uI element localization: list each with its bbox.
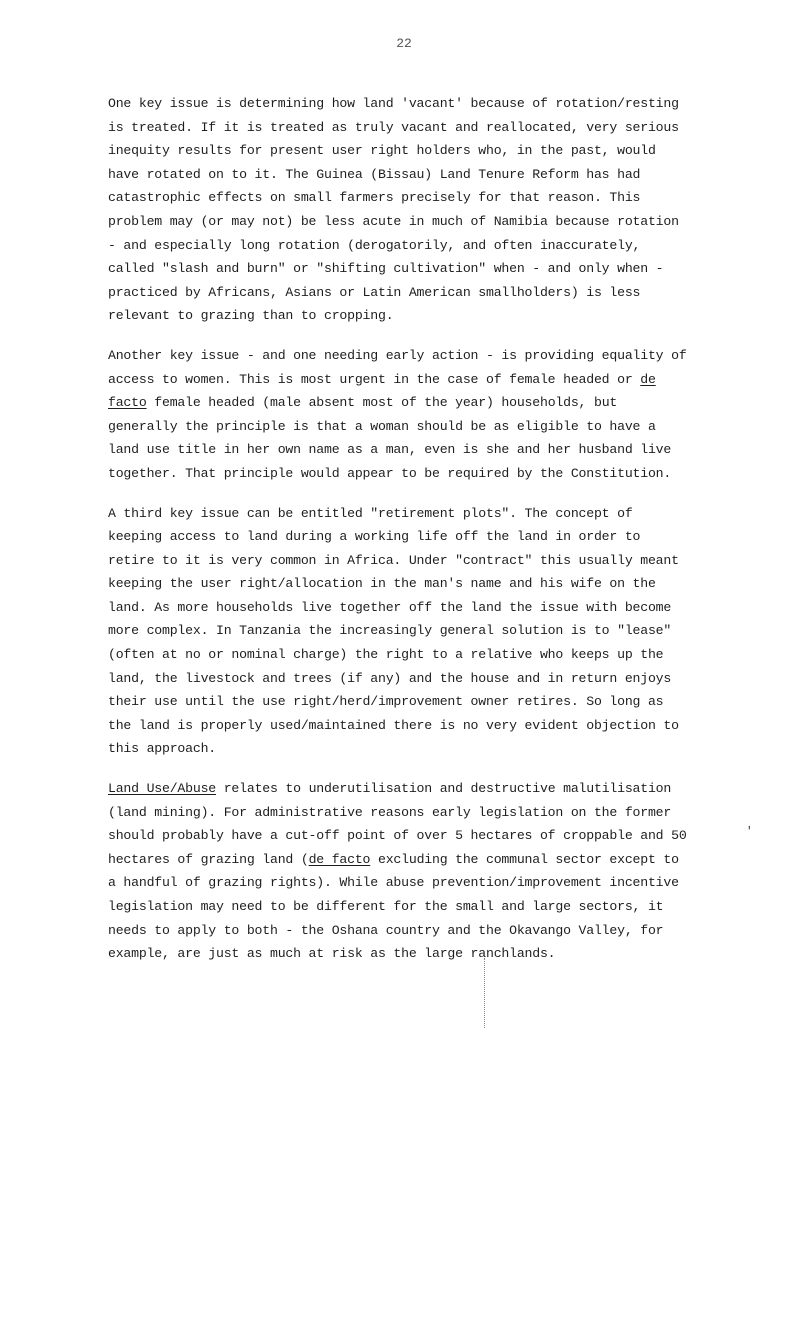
text-segment: keeping the user right/allocation in the man's name and his wife on the <box>108 576 656 592</box>
text-line <box>108 502 718 526</box>
text-line <box>108 895 718 919</box>
text-segment: practiced by Africans, Asians or Latin American smallholders) is less <box>108 284 641 300</box>
text-line <box>108 257 718 281</box>
text-segment: (often at no or nominal charge) the right to a relative who keeps up the <box>108 647 664 663</box>
text-line <box>108 92 718 116</box>
text-line <box>108 777 718 801</box>
text-segment: land use title in her own name as a man, even is she and her husband live <box>108 442 672 458</box>
text-line <box>108 344 718 368</box>
text-segment: needs to apply to both - the Oshana country and the Okavango Valley, for <box>108 922 664 938</box>
text-line <box>108 234 718 258</box>
text-segment: - and especially long rotation (derogatorily, and often inaccurately, <box>108 237 641 253</box>
text-line <box>108 304 718 328</box>
text-line <box>108 549 718 573</box>
text-segment: should probably have a cut-off point of over 5 hectares of croppable and 50 <box>108 828 687 844</box>
text-segment: this approach. <box>108 741 216 757</box>
text-line <box>108 116 718 140</box>
text-segment: inequity results for present user right holders who, in the past, would <box>108 143 656 159</box>
text-segment: generally the principle is that a woman should be as eligible to have a <box>108 418 656 434</box>
text-segment: a handful of grazing rights). While abuse prevention/improvement incentive <box>108 875 679 891</box>
text-line <box>108 643 718 667</box>
paragraph <box>108 777 718 966</box>
text-segment: relevant to grazing than to cropping. <box>108 308 394 324</box>
text-line <box>108 667 718 691</box>
text-segment: catastrophic effects on small farmers precisely for that reason. This <box>108 190 641 206</box>
text-line <box>108 281 718 305</box>
text-segment: legislation may need to be different for the small and large sectors, it <box>108 899 664 914</box>
text-line <box>108 525 718 549</box>
text-segment: land. As more households live together off the land the issue with become <box>108 599 672 615</box>
underlined-text: de facto <box>308 851 371 867</box>
text-line <box>108 368 718 392</box>
text-line <box>108 572 718 596</box>
paragraph <box>108 502 718 762</box>
text-segment: is treated. If it is treated as truly vacant and reallocated, very serious <box>108 119 679 135</box>
text-line <box>108 163 718 187</box>
text-line <box>108 690 718 714</box>
text-line <box>108 801 718 825</box>
text-segment: problem may (or may not) be less acute in much of Namibia because rotation <box>108 213 679 229</box>
text-line <box>108 737 718 761</box>
text-segment: land, the livestock and trees (if any) and the house and in return enjoys <box>108 670 672 686</box>
paragraph <box>108 92 718 328</box>
text-segment: access to women. This is most urgent in the case of female headed or <box>108 371 641 387</box>
text-line <box>108 462 718 486</box>
text-segment: their use until the use right/herd/improvement owner retires. So long as <box>108 694 664 710</box>
text-segment: One key issue is determining how land 'vacant' because of rotation/resting <box>108 96 679 111</box>
text-segment: have rotated on to it. The Guinea (Bissau) Land Tenure Reform has had <box>108 166 641 182</box>
text-line <box>108 139 718 163</box>
text-segment: relates to underutilisation and destructive malutilisation <box>216 781 672 797</box>
text-line <box>108 714 718 738</box>
text-segment: female headed (male absent most of the year) households, but <box>146 395 618 411</box>
text-segment: more complex. In Tanzania the increasingly general solution is to "lease" <box>108 623 672 639</box>
text-line <box>108 210 718 234</box>
text-line <box>108 438 718 462</box>
text-line <box>108 871 718 895</box>
text-line <box>108 391 718 415</box>
text-line <box>108 186 718 210</box>
scan-artifact-line <box>484 958 485 1028</box>
underlined-text: facto <box>108 395 147 411</box>
text-segment: Another key issue - and one needing early action - is providing equality of <box>108 347 687 363</box>
text-line <box>108 919 718 943</box>
text-line <box>108 415 718 439</box>
text-line <box>108 619 718 643</box>
underlined-text: Land Use/Abuse <box>108 781 216 797</box>
text-segment: A third key issue can be entitled "retirement plots". The concept of <box>108 505 633 521</box>
text-segment: together. That principle would appear to be required by the Constitution. <box>108 465 672 481</box>
text-segment: excluding the communal sector except to <box>370 851 679 867</box>
text-line <box>108 848 718 872</box>
text-segment: called "slash and burn" or "shifting cultivation" when - and only when - <box>108 261 664 277</box>
text-segment: hectares of grazing land ( <box>108 851 309 867</box>
text-line <box>108 596 718 620</box>
text-segment: (land mining). For administrative reasons early legislation on the former <box>108 804 672 820</box>
page-number: 22 <box>396 36 412 51</box>
text-line <box>108 824 718 848</box>
text-segment: keeping access to land during a working life off the land in order to <box>108 529 641 545</box>
document-body <box>108 92 718 982</box>
text-segment: retire to it is very common in Africa. Under "contract" this usually meant <box>108 552 679 568</box>
text-segment: example, are just as much at risk as the large ranchlands. <box>108 946 556 962</box>
text-line <box>108 942 718 966</box>
text-segment: the land is properly used/maintained there is no very evident objection to <box>108 717 679 733</box>
margin-mark: ' <box>746 826 753 838</box>
underlined-text: de <box>640 371 656 387</box>
paragraph <box>108 344 718 486</box>
